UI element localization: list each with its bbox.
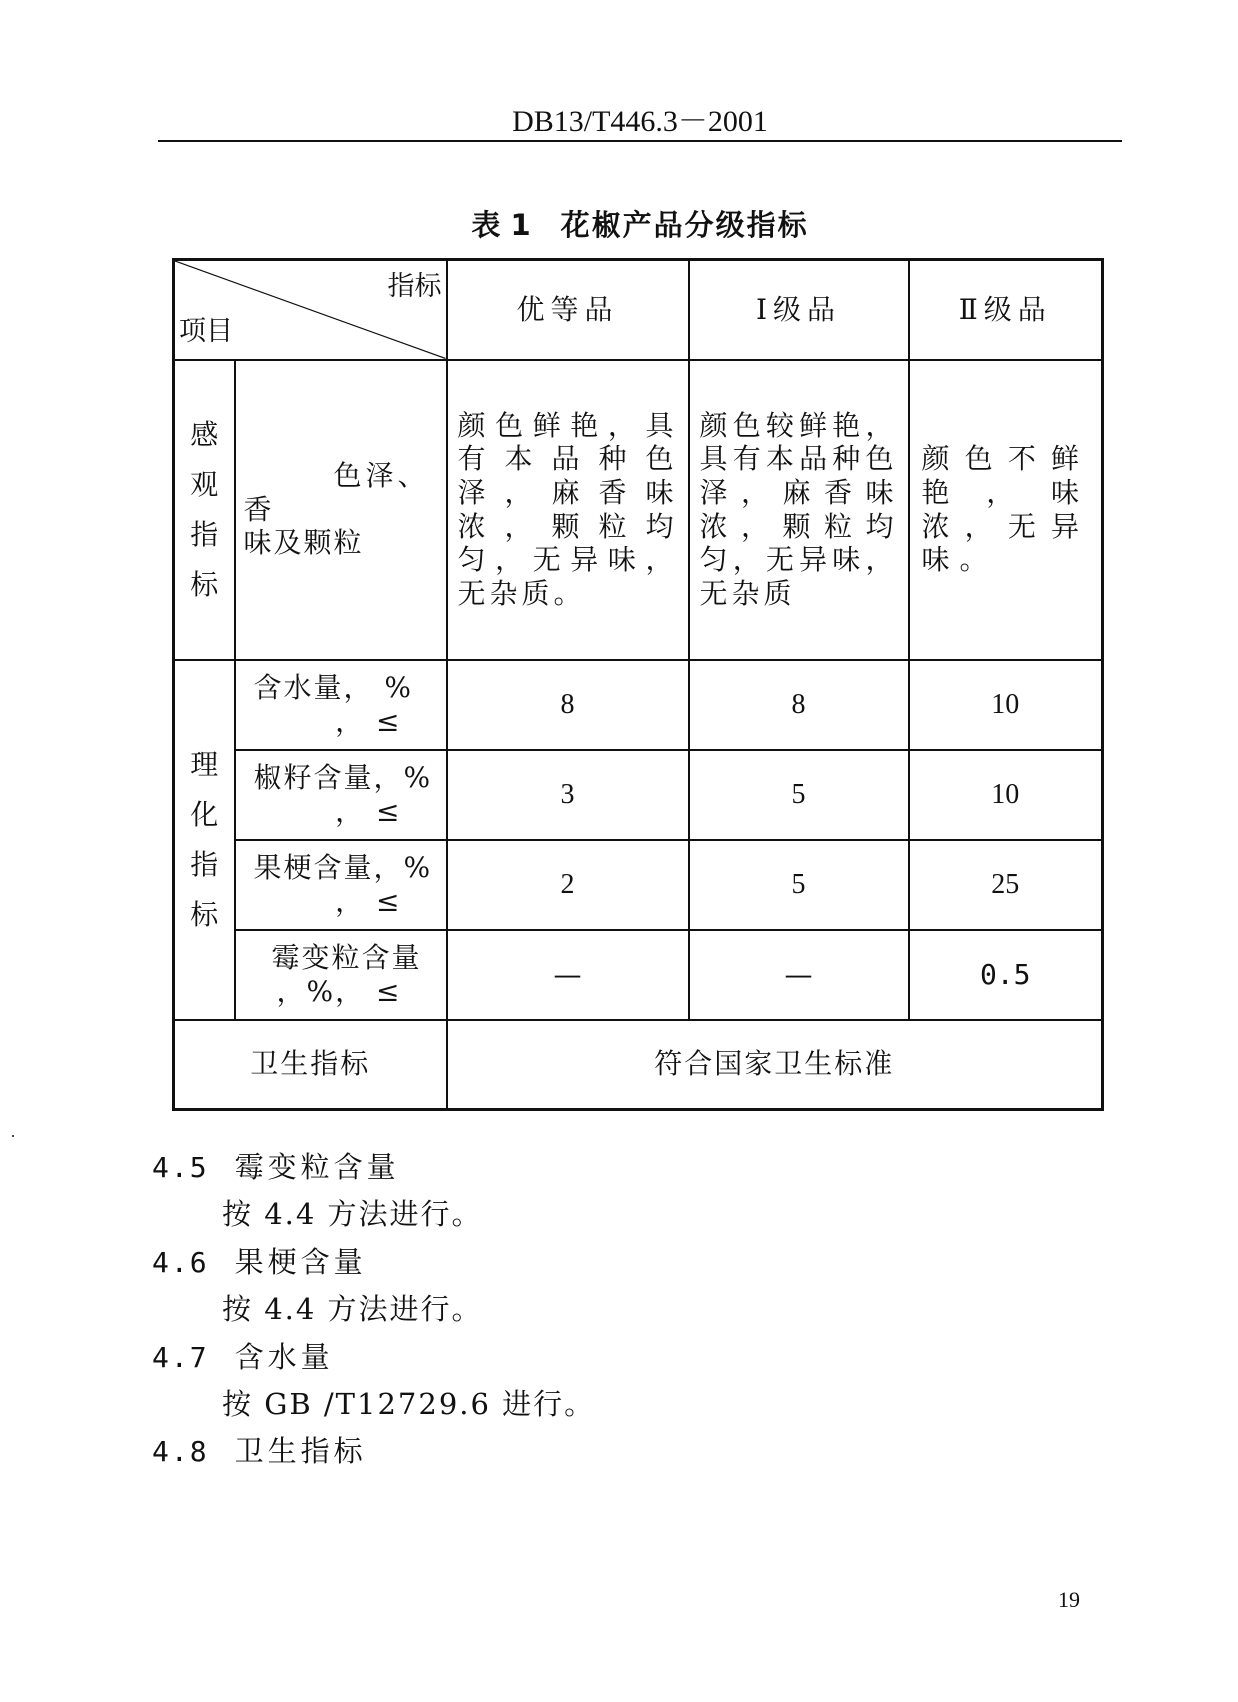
grade-header-first: Ⅰ级品: [689, 260, 909, 360]
section-heading: [152, 1245, 367, 1279]
table-header-row: [174, 260, 1103, 360]
sensory-desc-second: 颜色不鲜艳，味浓，无异味。: [909, 360, 1103, 660]
scan-speck: [12, 1135, 14, 1137]
section-title: 含水量: [234, 1340, 334, 1374]
grading-table: [172, 258, 1104, 1111]
sensory-row: [174, 360, 1103, 660]
item-name-line2: ，%， ≤: [276, 974, 402, 1008]
table-caption-number: 表 1: [471, 208, 531, 242]
value-cell: 8: [689, 660, 909, 750]
value-cell: 0.5: [909, 930, 1103, 1020]
sensory-item-cell: [235, 360, 447, 660]
sensory-item-line2: 味及颗粒: [243, 526, 364, 560]
value-cell: 10: [909, 750, 1103, 840]
item-mould-content: [235, 930, 447, 1020]
section-number: 4.5: [152, 1151, 209, 1184]
value-cell: —: [689, 930, 909, 1020]
hygiene-row: [174, 1020, 1103, 1110]
section-body: 按 4.4 方法进行。: [222, 1197, 483, 1231]
hygiene-label: 卫生指标: [174, 1020, 447, 1110]
table-row: [174, 750, 1103, 840]
item-name-line1: 霉变粒含量: [271, 940, 422, 974]
value-cell: 10: [909, 660, 1103, 750]
sensory-group-cell: [174, 360, 235, 660]
table-row: [174, 660, 1103, 750]
value-cell: 2: [447, 840, 689, 930]
sensory-desc-premium: 颜色鲜艳，具有本品种色泽，麻香味浓，颗粒均匀，无异味，无杂质。: [447, 360, 689, 660]
item-stem-content: [235, 840, 447, 930]
grade-header-premium: 优等品: [447, 260, 689, 360]
header-rule: [158, 140, 1122, 142]
item-name-line1: 含水量， %: [253, 670, 414, 704]
item-name-line2: ， ≤: [335, 794, 402, 828]
corner-header-cell: [174, 260, 447, 360]
section-body: 按 4.4 方法进行。: [222, 1292, 483, 1326]
hygiene-requirement: 符合国家卫生标准: [447, 1020, 1103, 1110]
section-number: 4.6: [152, 1246, 209, 1279]
corner-item-label: 项目: [179, 316, 233, 348]
section-title: 卫生指标: [234, 1434, 367, 1468]
value-cell: 5: [689, 750, 909, 840]
section-heading: [152, 1340, 334, 1374]
section-heading: [152, 1150, 400, 1184]
sensory-item-line1: 色泽、香: [243, 459, 430, 526]
item-name-line1: 椒籽含量，%: [253, 760, 433, 794]
value-cell: 5: [689, 840, 909, 930]
sensory-desc-first: 颜色较鲜艳，具有本品种色泽，麻香味浓，颗粒均匀，无异味，无杂质: [689, 360, 909, 660]
physchem-group-cell: [174, 660, 235, 1020]
item-name-line2: ， ≤: [335, 884, 402, 918]
section-number: 4.7: [152, 1341, 209, 1374]
page-number: 19: [1058, 1587, 1080, 1612]
physchem-group-label: 理化指标: [190, 747, 219, 931]
value-cell: 3: [447, 750, 689, 840]
document-number: DB13/T446.3－2001: [512, 105, 768, 138]
item-moisture: [235, 660, 447, 750]
section-body: 按 GB /T12729.6 进行。: [222, 1387, 596, 1421]
corner-indicator-label: 指标: [387, 271, 442, 302]
section-heading: [152, 1434, 367, 1468]
section-title: 霉变粒含量: [234, 1150, 400, 1184]
table-row: [174, 840, 1103, 930]
table-row: [174, 930, 1103, 1020]
table-caption: [158, 203, 1122, 244]
value-cell: —: [447, 930, 689, 1020]
value-cell: 25: [909, 840, 1103, 930]
grade-header-second: Ⅱ级品: [909, 260, 1103, 360]
item-seed-content: [235, 750, 447, 840]
value-cell: 8: [447, 660, 689, 750]
sensory-group-label: 感观指标: [190, 417, 219, 601]
section-number: 4.8: [152, 1435, 209, 1468]
section-title: 果梗含量: [234, 1245, 367, 1279]
table-caption-title: 花椒产品分级指标: [560, 208, 809, 242]
item-name-line1: 果梗含量，%: [253, 850, 433, 884]
item-name-line2: ， ≤: [335, 704, 402, 738]
